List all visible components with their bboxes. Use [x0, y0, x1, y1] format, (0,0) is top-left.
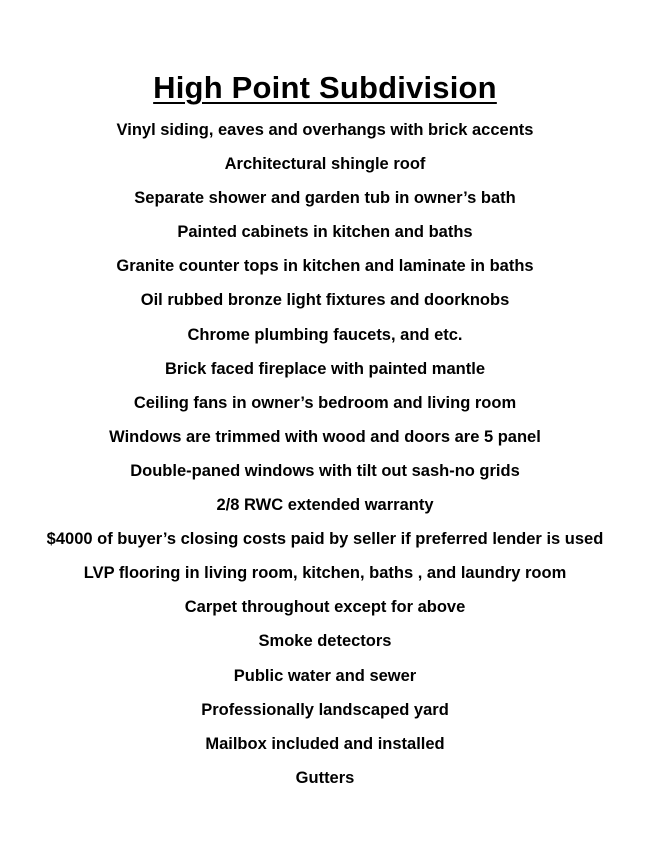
feature-item: Separate shower and garden tub in owner’s bath	[134, 189, 516, 208]
feature-item: Professionally landscaped yard	[201, 700, 449, 719]
feature-item: LVP flooring in living room, kitchen, baths , and laundry room	[83, 564, 567, 583]
feature-item: Painted cabinets in kitchen and baths	[177, 223, 473, 242]
feature-item: Double-paned windows with tilt out sash-no grids	[130, 461, 520, 480]
feature-item: Carpet throughout except for above	[184, 598, 466, 617]
feature-list	[0, 113, 650, 795]
page-title-text: High Point Subdivision	[153, 69, 497, 105]
feature-item: 2/8 RWC extended warranty	[216, 496, 434, 515]
feature-item: Smoke detectors	[258, 632, 392, 651]
feature-item: Brick faced fireplace with painted mantle	[164, 359, 485, 378]
feature-item: Vinyl siding, eaves and overhangs with brick accents	[116, 121, 534, 139]
feature-item: Public water and sewer	[233, 666, 417, 685]
feature-item: Chrome plumbing faucets, and etc.	[187, 325, 463, 344]
feature-item: $4000 of buyer’s closing costs paid by seller if preferred lender is used	[46, 530, 604, 549]
feature-item: Granite counter tops in kitchen and laminate in baths	[116, 257, 534, 276]
feature-item: Oil rubbed bronze light fixtures and doorknobs	[140, 291, 510, 310]
feature-item: Mailbox included and installed	[205, 734, 445, 753]
page-title	[0, 65, 650, 111]
feature-item: Ceiling fans in owner’s bedroom and living room	[133, 393, 517, 412]
feature-item: Windows are trimmed with wood and doors are 5 panel	[109, 427, 541, 446]
feature-item: Architectural shingle roof	[224, 155, 426, 174]
feature-item: Gutters	[295, 768, 355, 787]
